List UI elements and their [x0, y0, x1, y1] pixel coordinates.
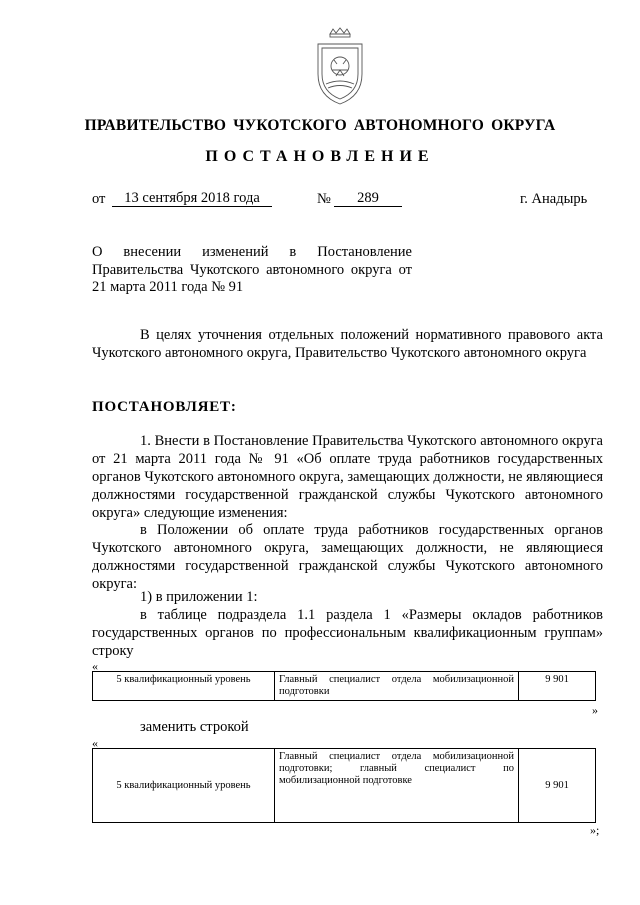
document-number: 289 [334, 191, 402, 207]
table-cell-position: Главный специалист отдела мобилизационной подготовки; главный специалист по мобилизационной подготовке [275, 749, 519, 823]
table-new-row [92, 748, 596, 823]
table-cell-level: 5 квалификационный уровень [93, 749, 275, 823]
close-quote-final: »; [590, 823, 600, 837]
replace-with-text: заменить строкой [140, 719, 249, 735]
government-title: ПРАВИТЕЛЬСТВО ЧУКОТСКОГО АВТОНОМНОГО ОКРУГА [84, 117, 556, 134]
table-cell-salary: 9 901 [519, 672, 596, 701]
paragraph-4: в таблице подраздела 1.1 раздела 1 «Размеры окладов работников государственных органов по профессиональным квалификационным группам» строку [92, 607, 603, 659]
document-city: г. Анадырь [520, 191, 588, 207]
table-cell-level: 5 квалификационный уровень [93, 672, 275, 701]
paragraph-1: 1. Внести в Постановление Правительства Чукотского автономного округа от 21 марта 2011 года № 91 «Об оплате труда работников государственных органов Чукотского автономного округа, замещающих должности, не являющиеся должностями государственной гражданской службы Чукотского автономного округа» следующие изменения: [92, 433, 603, 521]
coat-of-arms-icon [308, 26, 372, 108]
table-row [93, 672, 596, 701]
close-quote: » [592, 703, 598, 717]
table-cell-position: Главный специалист отдела мобилизационной подготовки [275, 672, 519, 701]
table-cell-salary: 9 901 [519, 749, 596, 823]
date-from-label: от [92, 191, 106, 207]
table-row [93, 749, 596, 823]
document-type: ПОСТАНОВЛЕНИЕ [205, 148, 435, 165]
paragraph-3: 1) в приложении 1: [140, 589, 258, 605]
open-quote: « [92, 736, 98, 750]
paragraph-2: в Положении об оплате труда работников государственных органов Чукотского автономного округа, замещающих должности, не являющиеся должностями государственной гражданской службы Чукотского автономного округа: [92, 522, 603, 592]
table-old-row [92, 671, 596, 701]
decrees-heading: ПОСТАНОВЛЯЕТ: [92, 399, 237, 415]
document-date: 13 сентября 2018 года [112, 191, 272, 207]
document-subject: О внесении изменений в Постановление Правительства Чукотского автономного округа от 21 марта 2011 года № 91 [92, 244, 412, 295]
number-label: № [317, 191, 331, 207]
open-quote: « [92, 659, 98, 673]
preamble: В целях уточнения отдельных положений нормативного правового акта Чукотского автономного округа, Правительство Чукотского автономного округа [92, 327, 603, 361]
